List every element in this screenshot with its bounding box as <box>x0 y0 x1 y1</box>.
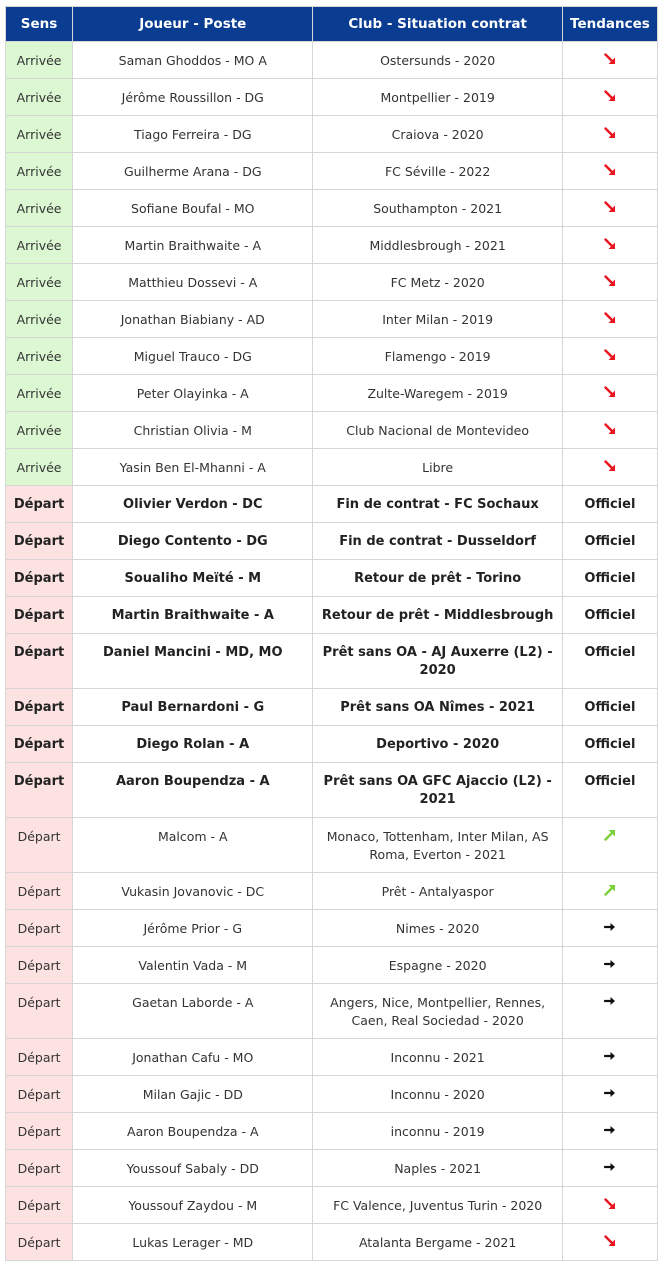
cell-sens: Départ <box>6 1113 72 1149</box>
table-row <box>6 264 657 300</box>
cell-sens: Départ <box>6 947 72 983</box>
table-row <box>6 1187 657 1223</box>
trend-down-arrow-icon <box>567 1198 653 1210</box>
table-header-row <box>6 7 657 41</box>
table-row <box>6 947 657 983</box>
table-row <box>6 301 657 337</box>
trend-right-arrow-icon <box>567 1087 653 1099</box>
table-row <box>6 560 657 596</box>
trend-down-arrow-icon <box>567 386 653 398</box>
cell-joueur: Paul Bernardoni - G <box>73 689 312 725</box>
table-row <box>6 227 657 263</box>
cell-joueur: Tiago Ferreira - DG <box>73 116 312 152</box>
cell-tendance <box>563 1039 657 1075</box>
trend-down-arrow-icon <box>567 127 653 139</box>
cell-club: Monaco, Tottenham, Inter Milan, AS Roma, Everton - 2021 <box>313 818 561 872</box>
cell-joueur: Daniel Mancini - MD, MO <box>73 634 312 688</box>
cell-tendance <box>563 338 657 374</box>
cell-club: Nimes - 2020 <box>313 910 561 946</box>
cell-tendance <box>563 1076 657 1112</box>
cell-joueur: Diego Rolan - A <box>73 726 312 762</box>
trend-up-arrow-icon <box>567 884 653 896</box>
cell-tendance: Officiel <box>563 560 657 596</box>
cell-sens: Départ <box>6 486 72 522</box>
cell-club: Montpellier - 2019 <box>313 79 561 115</box>
cell-tendance: Officiel <box>563 763 657 817</box>
trend-down-arrow-icon <box>567 90 653 102</box>
cell-club: Flamengo - 2019 <box>313 338 561 374</box>
cell-joueur: Jérôme Roussillon - DG <box>73 79 312 115</box>
cell-tendance <box>563 116 657 152</box>
trend-down-arrow-icon <box>567 275 653 287</box>
cell-sens: Départ <box>6 634 72 688</box>
cell-club: Prêt sans OA GFC Ajaccio (L2) - 2021 <box>313 763 561 817</box>
cell-joueur: Aaron Boupendza - A <box>73 1113 312 1149</box>
cell-joueur: Guilherme Arana - DG <box>73 153 312 189</box>
cell-tendance <box>563 412 657 448</box>
cell-sens: Départ <box>6 523 72 559</box>
cell-joueur: Gaetan Laborde - A <box>73 984 312 1038</box>
cell-club: inconnu - 2019 <box>313 1113 561 1149</box>
cell-sens: Arrivée <box>6 301 72 337</box>
table-row <box>6 818 657 872</box>
cell-club: Retour de prêt - Middlesbrough <box>313 597 561 633</box>
trend-down-arrow-icon <box>567 312 653 324</box>
cell-sens: Arrivée <box>6 338 72 374</box>
cell-tendance <box>563 227 657 263</box>
trend-down-arrow-icon <box>567 460 653 472</box>
cell-tendance <box>563 153 657 189</box>
table-body <box>6 42 657 1260</box>
cell-sens: Arrivée <box>6 412 72 448</box>
cell-sens: Arrivée <box>6 449 72 485</box>
cell-sens: Arrivée <box>6 79 72 115</box>
cell-sens: Arrivée <box>6 375 72 411</box>
cell-club: Ostersunds - 2020 <box>313 42 561 78</box>
cell-joueur: Olivier Verdon - DC <box>73 486 312 522</box>
cell-joueur: Yasin Ben El-Mhanni - A <box>73 449 312 485</box>
table-row <box>6 523 657 559</box>
cell-tendance: Officiel <box>563 726 657 762</box>
trend-right-arrow-icon <box>567 921 653 933</box>
cell-tendance <box>563 42 657 78</box>
cell-club: Middlesbrough - 2021 <box>313 227 561 263</box>
cell-club: Zulte-Waregem - 2019 <box>313 375 561 411</box>
cell-club: Club Nacional de Montevideo <box>313 412 561 448</box>
trend-right-arrow-icon <box>567 1050 653 1062</box>
transfer-table-container <box>5 6 658 1261</box>
cell-sens: Départ <box>6 984 72 1038</box>
cell-joueur: Youssouf Sabaly - DD <box>73 1150 312 1186</box>
header-sens: Sens <box>6 7 72 41</box>
cell-sens: Départ <box>6 1150 72 1186</box>
cell-tendance <box>563 910 657 946</box>
cell-sens: Départ <box>6 726 72 762</box>
table-row <box>6 910 657 946</box>
table-row <box>6 190 657 226</box>
cell-joueur: Vukasin Jovanovic - DC <box>73 873 312 909</box>
table-row <box>6 412 657 448</box>
trend-right-arrow-icon <box>567 995 653 1007</box>
cell-club: Espagne - 2020 <box>313 947 561 983</box>
table-row <box>6 1150 657 1186</box>
cell-tendance <box>563 79 657 115</box>
cell-joueur: Christian Olivia - M <box>73 412 312 448</box>
cell-joueur: Sofiane Boufal - MO <box>73 190 312 226</box>
header-club: Club - Situation contrat <box>313 7 561 41</box>
cell-sens: Arrivée <box>6 116 72 152</box>
table-row <box>6 689 657 725</box>
cell-club: FC Séville - 2022 <box>313 153 561 189</box>
cell-joueur: Valentin Vada - M <box>73 947 312 983</box>
transfer-table <box>5 6 658 1261</box>
trend-down-arrow-icon <box>567 238 653 250</box>
trend-down-arrow-icon <box>567 164 653 176</box>
cell-club: FC Metz - 2020 <box>313 264 561 300</box>
cell-club: Naples - 2021 <box>313 1150 561 1186</box>
table-row <box>6 338 657 374</box>
trend-right-arrow-icon <box>567 958 653 970</box>
cell-tendance <box>563 818 657 872</box>
cell-sens: Départ <box>6 1224 72 1260</box>
cell-tendance: Officiel <box>563 597 657 633</box>
cell-sens: Départ <box>6 597 72 633</box>
table-row <box>6 153 657 189</box>
table-row <box>6 79 657 115</box>
cell-sens: Arrivée <box>6 264 72 300</box>
cell-joueur: Youssouf Zaydou - M <box>73 1187 312 1223</box>
cell-joueur: Aaron Boupendza - A <box>73 763 312 817</box>
cell-tendance <box>563 873 657 909</box>
cell-sens: Départ <box>6 1187 72 1223</box>
cell-club: FC Valence, Juventus Turin - 2020 <box>313 1187 561 1223</box>
cell-sens: Arrivée <box>6 190 72 226</box>
cell-tendance: Officiel <box>563 523 657 559</box>
cell-sens: Départ <box>6 873 72 909</box>
table-row <box>6 1039 657 1075</box>
cell-joueur: Soualiho Meïté - M <box>73 560 312 596</box>
table-row <box>6 375 657 411</box>
cell-joueur: Martin Braithwaite - A <box>73 227 312 263</box>
cell-joueur: Peter Olayinka - A <box>73 375 312 411</box>
table-row <box>6 1224 657 1260</box>
cell-club: Inter Milan - 2019 <box>313 301 561 337</box>
cell-joueur: Matthieu Dossevi - A <box>73 264 312 300</box>
table-row <box>6 1113 657 1149</box>
cell-tendance <box>563 301 657 337</box>
table-row <box>6 1076 657 1112</box>
cell-tendance <box>563 1150 657 1186</box>
cell-sens: Départ <box>6 763 72 817</box>
cell-club: Deportivo - 2020 <box>313 726 561 762</box>
cell-joueur: Miguel Trauco - DG <box>73 338 312 374</box>
cell-tendance: Officiel <box>563 486 657 522</box>
table-row <box>6 873 657 909</box>
table-row <box>6 116 657 152</box>
cell-sens: Départ <box>6 560 72 596</box>
cell-joueur: Saman Ghoddos - MO A <box>73 42 312 78</box>
trend-down-arrow-icon <box>567 53 653 65</box>
cell-club: Libre <box>313 449 561 485</box>
cell-club: Prêt - Antalyaspor <box>313 873 561 909</box>
cell-joueur: Jonathan Cafu - MO <box>73 1039 312 1075</box>
table-row <box>6 984 657 1038</box>
table-row <box>6 763 657 817</box>
cell-tendance <box>563 1187 657 1223</box>
trend-down-arrow-icon <box>567 201 653 213</box>
table-row <box>6 42 657 78</box>
table-row <box>6 486 657 522</box>
cell-tendance: Officiel <box>563 689 657 725</box>
cell-tendance <box>563 1224 657 1260</box>
cell-sens: Arrivée <box>6 153 72 189</box>
cell-sens: Départ <box>6 910 72 946</box>
cell-joueur: Martin Braithwaite - A <box>73 597 312 633</box>
cell-club: Retour de prêt - Torino <box>313 560 561 596</box>
cell-tendance <box>563 947 657 983</box>
cell-sens: Arrivée <box>6 227 72 263</box>
cell-tendance <box>563 984 657 1038</box>
cell-club: Inconnu - 2020 <box>313 1076 561 1112</box>
cell-club: Prêt sans OA - AJ Auxerre (L2) - 2020 <box>313 634 561 688</box>
cell-sens: Départ <box>6 818 72 872</box>
trend-right-arrow-icon <box>567 1124 653 1136</box>
cell-club: Fin de contrat - FC Sochaux <box>313 486 561 522</box>
table-row <box>6 634 657 688</box>
cell-tendance <box>563 375 657 411</box>
cell-tendance: Officiel <box>563 634 657 688</box>
trend-down-arrow-icon <box>567 1235 653 1247</box>
cell-sens: Départ <box>6 1039 72 1075</box>
cell-tendance <box>563 190 657 226</box>
trend-down-arrow-icon <box>567 423 653 435</box>
cell-club: Southampton - 2021 <box>313 190 561 226</box>
cell-tendance <box>563 1113 657 1149</box>
cell-club: Angers, Nice, Montpellier, Rennes, Caen, Real Sociedad - 2020 <box>313 984 561 1038</box>
cell-joueur: Malcom - A <box>73 818 312 872</box>
cell-joueur: Jonathan Biabiany - AD <box>73 301 312 337</box>
cell-club: Craiova - 2020 <box>313 116 561 152</box>
cell-tendance <box>563 264 657 300</box>
cell-club: Atalanta Bergame - 2021 <box>313 1224 561 1260</box>
cell-club: Prêt sans OA Nîmes - 2021 <box>313 689 561 725</box>
cell-tendance <box>563 449 657 485</box>
cell-joueur: Diego Contento - DG <box>73 523 312 559</box>
cell-sens: Départ <box>6 689 72 725</box>
trend-up-arrow-icon <box>567 829 653 841</box>
cell-sens: Arrivée <box>6 42 72 78</box>
cell-joueur: Milan Gajic - DD <box>73 1076 312 1112</box>
header-tendances: Tendances <box>563 7 657 41</box>
cell-club: Inconnu - 2021 <box>313 1039 561 1075</box>
cell-sens: Départ <box>6 1076 72 1112</box>
trend-right-arrow-icon <box>567 1161 653 1173</box>
cell-joueur: Jérôme Prior - G <box>73 910 312 946</box>
cell-club: Fin de contrat - Dusseldorf <box>313 523 561 559</box>
header-joueur: Joueur - Poste <box>73 7 312 41</box>
table-row <box>6 726 657 762</box>
cell-joueur: Lukas Lerager - MD <box>73 1224 312 1260</box>
table-row <box>6 597 657 633</box>
trend-down-arrow-icon <box>567 349 653 361</box>
table-row <box>6 449 657 485</box>
